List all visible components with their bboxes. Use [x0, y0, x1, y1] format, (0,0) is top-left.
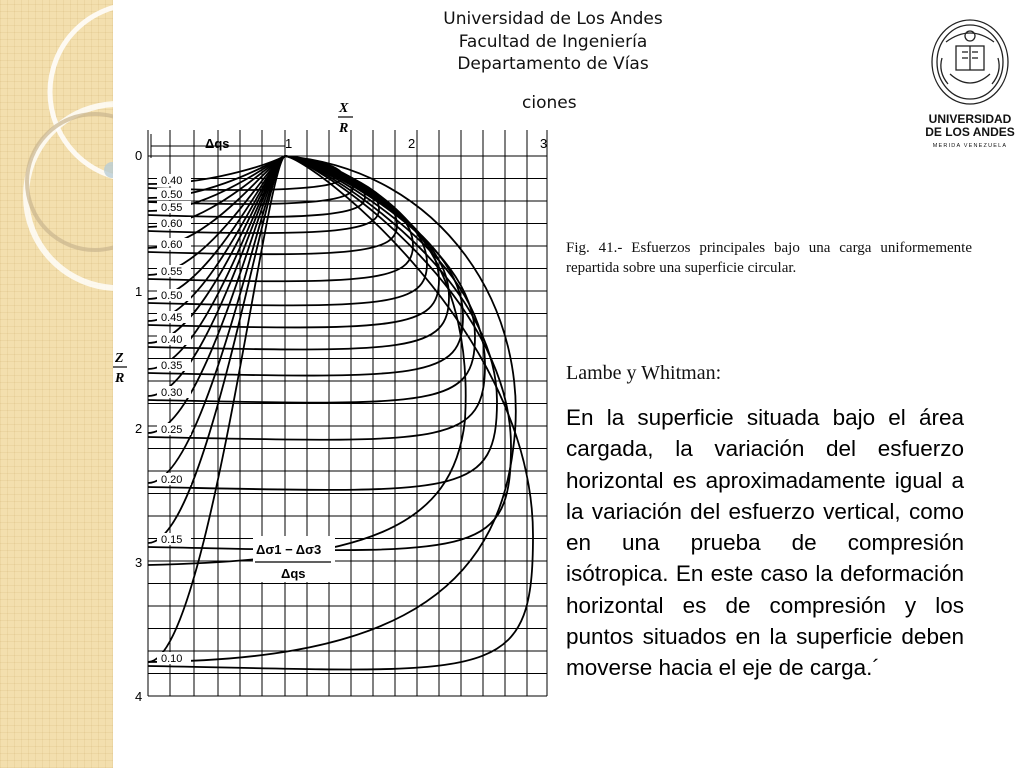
contour-label: 0.45 [161, 312, 183, 324]
contour-label: 0.55 [161, 266, 183, 278]
university-seal-icon [932, 20, 1008, 104]
y-tick-4: 4 [135, 689, 143, 704]
contour-label: 0.15 [161, 534, 183, 546]
contour-label: 0.55 [161, 202, 183, 214]
contour-label: 0.40 [161, 334, 183, 346]
y-tick-2: 2 [135, 421, 143, 436]
y-tick-3: 3 [135, 555, 143, 570]
x-tick-3: 3 [540, 136, 548, 151]
contour-label: 0.30 [161, 387, 183, 399]
x-tick-2: 2 [408, 136, 416, 151]
contour-label: 0.40 [161, 175, 183, 187]
contour-label: 0.35 [161, 360, 183, 372]
contour-label: 0.50 [161, 290, 183, 302]
contour-label: 0.60 [161, 239, 183, 251]
stress-ratio-label [253, 536, 335, 582]
contour-label: 0.10 [161, 653, 183, 665]
header-faculty: Facultad de Ingeniería [458, 31, 648, 52]
slide-header [390, 8, 716, 76]
header-department: Departamento de Vías [457, 54, 649, 74]
x-tick-1: 1 [285, 136, 293, 151]
header-university: Universidad de Los Andes [443, 9, 663, 29]
header-partial-text: ciones [522, 93, 577, 113]
load-label: Δqs [205, 136, 230, 151]
slide-header-lower [390, 70, 716, 113]
ratio-denominator: Δqs [281, 566, 306, 581]
svg-text:Z: Z [115, 351, 124, 366]
svg-text:R: R [339, 121, 349, 136]
decorative-side-panel [0, 0, 113, 768]
contour-label: 0.50 [161, 189, 183, 201]
contour-label: 0.60 [161, 218, 183, 230]
university-logo [920, 12, 1020, 152]
y-tick-1: 1 [135, 284, 143, 299]
decorative-circles [0, 0, 113, 768]
figure-caption: Fig. 41.- Esfuerzos principales bajo una carga uniformemente repartida sobre una superficie circular. [566, 240, 972, 276]
stress-contour-figure [113, 90, 567, 708]
svg-text:X: X [339, 101, 349, 116]
contour-label: 0.25 [161, 424, 183, 436]
contour-label: 0.20 [161, 474, 183, 486]
body-paragraph: En la superficie situada bajo el área cargada, la variación del esfuerzo horizontal es aproximadamente igual a la variación del esfuerzo vertical, como en una prueba de compresión isótropica. En este caso la deformación horizontal es de compresión y los puntos situados en la superficie deben moverse hacia el eje de carga.´ [566, 405, 964, 681]
logo-line-3: MERIDA VENEZUELA [932, 143, 1008, 149]
logo-line-1: UNIVERSIDAD [928, 112, 1012, 126]
ratio-numerator: Δσ1 − Δσ3 [256, 542, 322, 557]
source-heading: Lambe y Whitman: [566, 362, 722, 384]
logo-line-2: DE LOS ANDES [925, 125, 1015, 139]
y-tick-0: 0 [135, 148, 143, 163]
svg-text:R: R [115, 371, 125, 386]
